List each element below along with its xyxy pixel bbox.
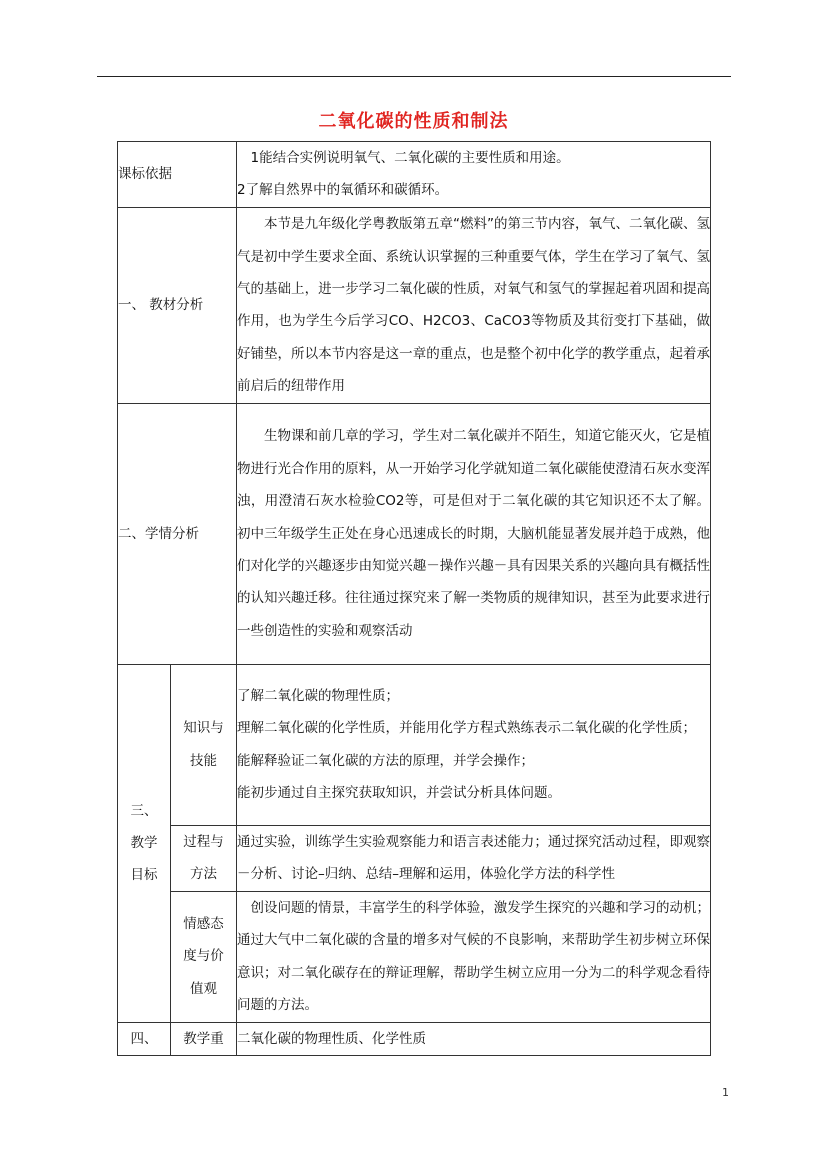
emotion-values-label-line: 值观 <box>190 980 217 997</box>
curriculum-line: 1能结合实例说明氧气、二氧化碳的主要性质和用途。 <box>250 150 570 166</box>
student-analysis-label: 二、学情分析 <box>118 403 237 664</box>
student-analysis-content <box>237 403 711 664</box>
teaching-goals-label <box>118 664 171 1022</box>
material-analysis-text: 本节是九年级化学粤教版第五章“燃料”的第三节内容，氧气、二氧化碳、氢气是初中学生要求全面、系统认识掌握的三种重要气体，学生在学习了氧气、氢气的基础上，进一步学习二氧化碳的性质，对氧气和氢气的掌握起着巩固和提高作用，也为学生今后学习CO、H2CO3、CaCO3等物质及其衍变打下基础，做好铺垫，所以本节内容是这一章的重点，也是整个初中化学的教学重点，起着承前启后的纽带作用 <box>237 216 710 395</box>
key-points-content: 二氧化碳的物理性质、化学性质 <box>237 1022 711 1055</box>
knowledge-skills-label <box>171 664 237 825</box>
row-goal-knowledge <box>118 664 711 825</box>
row-goal-process <box>118 825 711 891</box>
emotion-values-text: 创设问题的情景，丰富学生的科学体验，激发学生探究的兴趣和学习的动机；通过大气中二氧化碳的含量的增多对气候的不良影响，来帮助学生初步树立环保意识；对二氧化碳存在的辩证理解，帮助学生树立应用一分为二的科学观念看待问题的方法。 <box>237 899 710 1014</box>
knowledge-line: 了解二氧化碳的物理性质； <box>237 688 399 704</box>
header-rule <box>97 76 731 77</box>
material-analysis-content <box>237 207 711 403</box>
teaching-goals-label-line: 三、 <box>130 802 158 819</box>
knowledge-skills-label-line: 知识与 <box>183 720 224 737</box>
material-analysis-label: 一、 教材分析 <box>118 207 237 403</box>
row-goal-emotion <box>118 891 711 1022</box>
knowledge-line: 能解释验证二氧化碳的方法的原理，并学会操作； <box>237 752 534 769</box>
knowledge-skills-label-line: 技能 <box>190 752 217 769</box>
emotion-values-label <box>171 891 237 1022</box>
row-student-analysis <box>118 403 711 664</box>
document-title: 二氧化碳的性质和制法 <box>318 111 509 132</box>
key-points-label: 四、 <box>118 1022 171 1055</box>
knowledge-skills-content <box>237 664 711 825</box>
page-number: 1 <box>722 1086 729 1099</box>
row-curriculum <box>118 142 711 208</box>
row-material-analysis <box>118 207 711 403</box>
process-method-content <box>237 825 711 891</box>
process-method-label-line: 方法 <box>190 866 217 883</box>
lesson-plan-table <box>117 141 711 1056</box>
teaching-goals-label-line: 目标 <box>130 867 158 884</box>
emotion-values-label-line: 情感态 <box>183 916 224 933</box>
row-key-points <box>118 1022 711 1055</box>
curriculum-content <box>237 142 711 208</box>
knowledge-line: 理解二氧化碳的化学性质，并能用化学方程式熟练表示二氧化碳的化学性质； <box>237 720 696 737</box>
emotion-values-content <box>237 891 711 1022</box>
curriculum-line: 2了解自然界中的氧循环和碳循环。 <box>237 182 449 199</box>
teaching-goals-label-line: 教学 <box>130 835 158 852</box>
process-method-text: 通过实验，训练学生实验观察能力和语言表述能力；通过探究活动过程，即观察－分析、讨论–归纳、总结–理解和运用，体验化学方法的科学性 <box>237 833 710 883</box>
key-points-sub-label: 教学重 <box>171 1022 237 1055</box>
process-method-label-line: 过程与 <box>183 833 224 850</box>
process-method-label <box>171 825 237 891</box>
knowledge-line: 能初步通过自主探究获取知识，并尝试分析具体问题。 <box>237 785 561 802</box>
student-analysis-text: 生物课和前几章的学习，学生对二氧化碳并不陌生，知道它能灭火，它是植物进行光合作用的原料，从一开始学习化学就知道二氧化碳能使澄清石灰水变浑浊，用澄清石灰水检验CO2等，可是但对于二氧化碳的其它知识还不太了解。 初中三年级学生正处在身心迅速成长的时期，大脑机能显著发展并趋于成熟，他们对化学的兴趣逐步由知觉兴趣－操作兴趣－具有因果关系的兴趣向具有概括性的认知兴趣迁移。往往通过探究来了解一类物质的规律知识，甚至为此要求进行一些创造性的实验和观察活动 <box>237 428 710 639</box>
curriculum-label: 课标依据 <box>118 142 237 208</box>
emotion-values-label-line: 度与价 <box>183 948 224 965</box>
